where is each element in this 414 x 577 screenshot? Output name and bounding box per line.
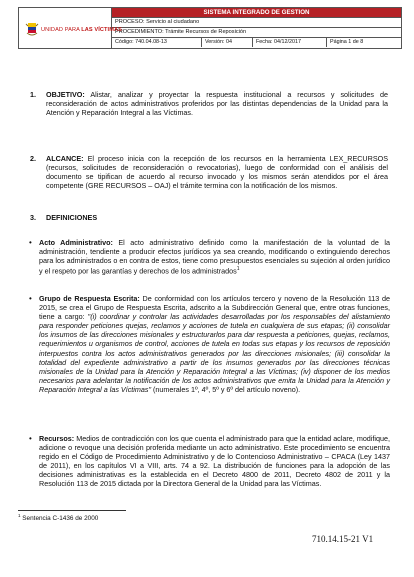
system-title: SISTEMA INTEGRADO DE GESTION xyxy=(112,8,401,18)
document-code: 710.14.15-21 V1 xyxy=(312,534,374,544)
section-number: 2. xyxy=(30,154,36,163)
definition-text: Medios de contradicción con los que cuenta el administrado para que la entidad aclare, modifique, adicione o revoque una decisión proferida mediante un acto administrativo. Este procedimiento se encuentra regido en el Código de Procedimiento Administrativo y de lo Contencioso Administrativo – CPACA (Ley 1437 de 2011), en los capítulos VI a VIII, arts. 74 a 92. La distribución de funciones para la adopción de las decisiones administrativas es la establecida en el Decreto 4800 de 2011, Decreto 4802 de 2011 y la Resolución 113 de 2015 dictada por la Directora General de la Unidad para las Víctimas. xyxy=(39,434,390,489)
definition-text: De conformidad con los artículos tercero y noveno de la Resolución 113 de 2015, se crea el Grupo de Respuesta Escrita, adscrito a la Subdirección General que, entre otras funciones, tiene a cargo: xyxy=(39,294,390,322)
metadata-row xyxy=(112,38,401,47)
definition-acto-administrativo xyxy=(24,238,388,288)
logo-text: UNIDAD PARA LAS VÍCTIMAS xyxy=(41,27,122,33)
section-text: El proceso inicia con la recepción de los recursos en la herramienta LEX_RECURSOS (recursos, solicitudes de reconsideración o revocatorias), luego de conformidad con el análisis del documento se tipifican de acuerdo al recurso invocado y los mismos serán atendidos por el área competente (GRE RECURSOS – OAJ) el trámite termina con la notificación de los mismos. xyxy=(46,154,388,191)
footnote-text: Sentencia C-1436 de 2000 xyxy=(20,515,99,523)
footnote-number: 1 xyxy=(18,513,21,518)
footnote xyxy=(18,513,98,522)
definition-text: El acto administrativo definido como la manifestación de la voluntad de la administración, tendiente a producir efectos jurídicos ya sea creando, modificando o extinguiendo derechos para los administrados o en contra de estos, tiene como presupuestos esenciales su sujeción al orden jurídico y el respeto por las garantías y derechos de los administrados xyxy=(39,238,390,276)
section-objetivo xyxy=(24,90,388,117)
page-number-cell: Página 1 de 8 xyxy=(330,39,364,45)
definition-grupo-respuesta xyxy=(24,294,388,446)
document-header xyxy=(18,7,402,49)
definition-term: Grupo de Respuesta Escrita: xyxy=(39,294,140,303)
bullet-icon: • xyxy=(29,294,32,303)
code-cell: Código: 740.04.08-13 xyxy=(112,38,202,47)
section-alcance xyxy=(24,154,388,190)
section-heading: ALCANCE: xyxy=(46,154,84,163)
section-definiciones xyxy=(24,213,388,222)
definition-recursos xyxy=(24,434,388,518)
section-text: Alistar, analizar y proyectar la respuesta institucional a recursos y solicitudes de reconsideración de actos administrativos proferidos por las distintas dependencias de la Unidad para la Atención y Reparación Integral a las Víctimas. xyxy=(46,90,388,118)
logo xyxy=(19,8,122,48)
definition-term: Recursos: xyxy=(39,434,75,443)
definition-text-end: (numerales 1º, 4º, 5º y 6º del artículo noveno). xyxy=(151,384,301,394)
bullet-icon: • xyxy=(29,434,32,443)
colombia-emblem-icon xyxy=(25,21,39,37)
definition-term: Acto Administrativo: xyxy=(39,238,113,247)
version-cell: Versión: 04 xyxy=(202,38,253,47)
section-heading: DEFINICIONES xyxy=(46,213,98,222)
process-row: PROCESO: Servicio al ciudadano xyxy=(112,18,401,28)
footnote-divider xyxy=(18,510,126,511)
definition-quote: "(i) coordinar y controlar las actividades desarrolladas por los responsables del alistamiento para responder peticiones quejas, reclamos y acciones de tutela en cualquiera de sus etapas; (ii) consolidar los insumos de las direcciones misionales y estructurarlos para dar respuesta a peticiones, quejas, reclamos, requerimientos u organismos de control, acciones de tutela en todas sus etapas y los recursos de reposición interpuestos contra los actos administrativos generados por las direcciones misionales; (iii) consolidar la totalidad del expediente administrativo a partir de los insumos generados por las direcciones técnicas misionales de la Unidad para la Atención y Reparación Integral a las Víctimas; (iv) disponer de los medios necesarios para adelantar la notificación de los actos administrativos que emita la Unidad para la Atención y Reparación Integral a las Víctimas" xyxy=(39,312,390,394)
section-number: 1. xyxy=(30,90,36,99)
procedure-row: PROCEDIMIENTO: Trámite Recursos de Reposición xyxy=(112,28,401,38)
footnote-ref: 1 xyxy=(236,266,240,273)
section-number: 3. xyxy=(30,213,36,222)
bullet-icon: • xyxy=(29,238,32,247)
date-cell: Fecha: 04/12/2017 xyxy=(253,38,327,47)
section-heading: OBJETIVO: xyxy=(46,90,85,99)
